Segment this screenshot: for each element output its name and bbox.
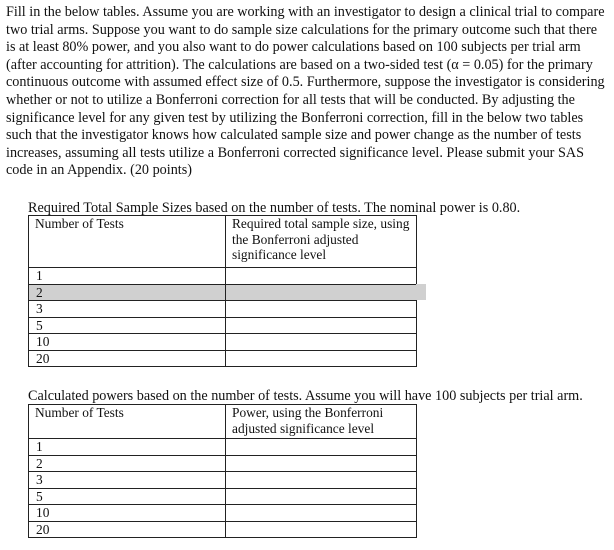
table2-row-label: 5: [29, 488, 226, 505]
table2-input-cell[interactable]: [226, 455, 417, 472]
table2-header-tests: Number of Tests: [29, 405, 226, 439]
row-highlight-marker: [416, 284, 426, 300]
sample-size-table: [28, 215, 417, 367]
table1-caption: Required Total Sample Sizes based on the number of tests. The nominal power is 0.80.: [28, 200, 521, 216]
table2-input-cell[interactable]: [226, 521, 417, 538]
table2-caption: Calculated powers based on the number of tests. Assume you will have 100 subjects per trial arm.: [28, 388, 583, 404]
table1-header-sample-size: Required total sample size, using the Bonferroni adjusted significance level: [226, 216, 417, 268]
table2-input-cell[interactable]: [226, 505, 417, 522]
table1-input-cell[interactable]: [226, 301, 417, 318]
table1-input-cell[interactable]: [226, 284, 417, 301]
table1-header-tests: Number of Tests: [29, 216, 226, 268]
table2-input-cell[interactable]: [226, 488, 417, 505]
table2-row-label: 10: [29, 505, 226, 522]
table2-row-label: 2: [29, 455, 226, 472]
table1-input-cell[interactable]: [226, 350, 417, 367]
table2-row-label: 1: [29, 439, 226, 456]
table1-row-label: 1: [29, 268, 226, 285]
table2-header-power: Power, using the Bonferroni adjusted significance level: [226, 405, 417, 439]
table2-input-cell[interactable]: [226, 439, 417, 456]
table1-input-cell[interactable]: [226, 268, 417, 285]
table2-input-cell[interactable]: [226, 472, 417, 489]
table1-row-label: 3: [29, 301, 226, 318]
table1-input-cell[interactable]: [226, 334, 417, 351]
table2-row-label: 3: [29, 472, 226, 489]
table1-row-label: 20: [29, 350, 226, 367]
power-table: [28, 404, 417, 538]
table1-row-label: 10: [29, 334, 226, 351]
table1-row-label: 5: [29, 317, 226, 334]
instructions-paragraph: Fill in the below tables. Assume you are working with an investigator to design a clinical trial to compare two trial arms. Suppose you want to do sample size calculations for the primary outcome such that there is at least 80% power, and you also want to do power calculations based on 100 subjects per trial arm (after accounting for attrition). The calculations are based on a two-sided test (α = 0.05) for the primary continuous outcome with assumed effect size of 0.5. Furthermore, suppose the investigator is considering whether or not to utilize a Bonferroni correction for all tests that will be conducted. By adjusting the significance level for any given test by utilizing the Bonferroni correction, fill in the below two tables such that the investigator knows how calculated sample size and power change as the number of tests increases, assuming all tests utilize a Bonferroni corrected significance level. Please submit your SAS code in an Appendix. (20 points): [6, 4, 605, 179]
table2-row-label: 20: [29, 521, 226, 538]
table1-input-cell[interactable]: [226, 317, 417, 334]
table1-row-label: 2: [29, 284, 226, 301]
